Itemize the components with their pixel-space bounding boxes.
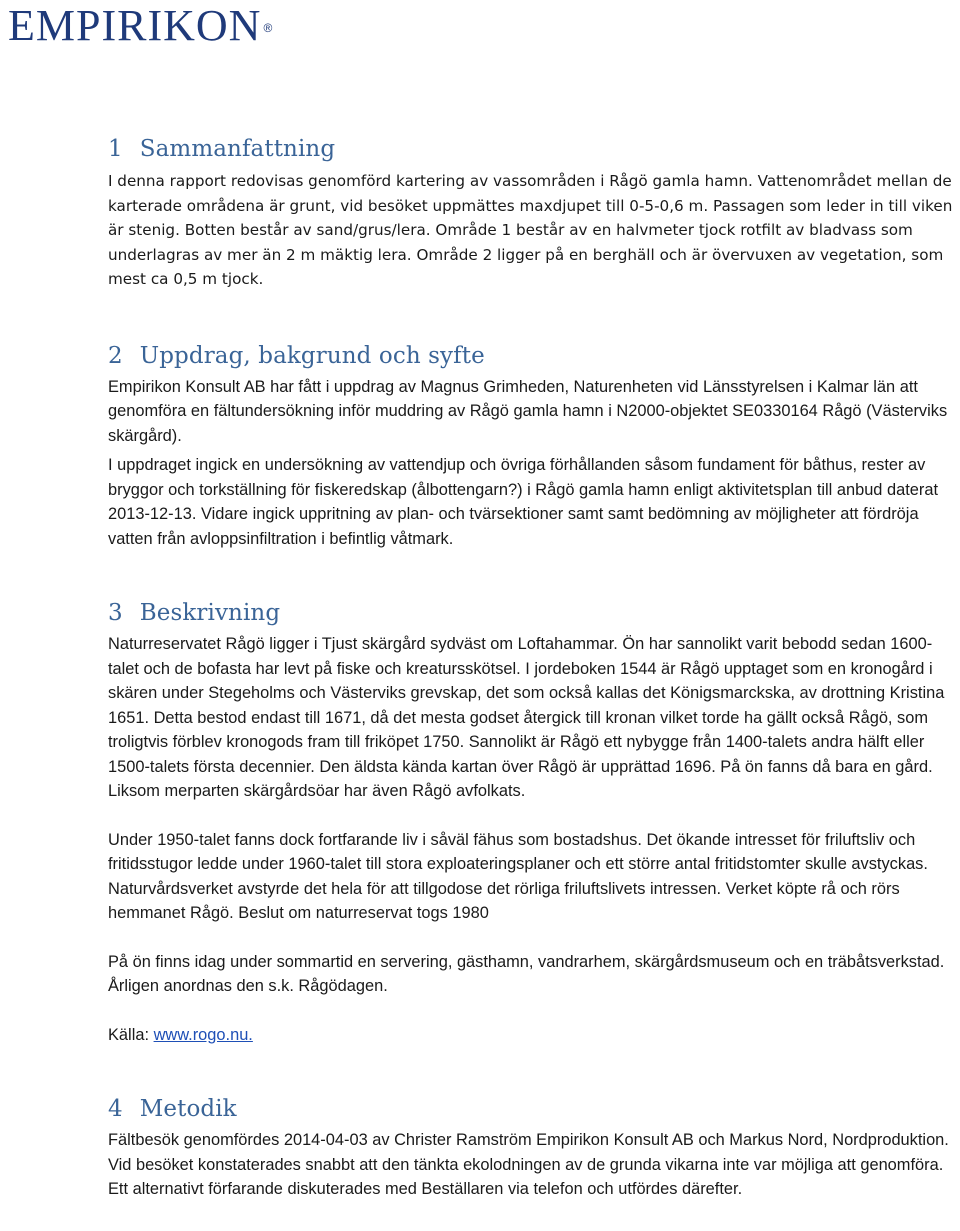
registered-mark: ®: [263, 21, 274, 35]
section-4-number: 4: [108, 1096, 123, 1122]
section-3-number: 3: [108, 600, 123, 626]
logo-text: EMPIRIKON: [8, 1, 262, 50]
source-label: Källa:: [108, 1025, 154, 1044]
section-3-heading: [108, 597, 956, 629]
document-body: [108, 133, 956, 1202]
section-1-paragraph: I denna rapport redovisas genomförd kartering av vassområden i Rågö gamla hamn. Vattenområdet mellan de karterade områdena är grunt, vid besöket uppmättes maxdjupet till 0-5-0,6 m. Passagen som leder in till viken är stenig. Botten består av sand/grus/lera. Område 1 består av en halvmeter tjock rotfilt av bladvass som underlagras av mer än 2 m mäktig lera. Område 2 ligger på en berghäll och är övervuxen av vegetation, som mest ca 0,5 m tjock.: [108, 172, 953, 288]
source-line: [108, 1023, 956, 1048]
section-2-title: Uppdrag, bakgrund och syfte: [139, 342, 485, 369]
section-1-title: Sammanfattning: [139, 136, 336, 162]
section-4-paragraph-1: Fältbesök genomfördes 2014-04-03 av Christer Ramström Empirikon Konsult AB och Markus Nord, Nordproduktion. Vid besöket konstaterades snabbt att den tänkta ekolodningen av de grunda vikarna inte var möjliga att genomföra. Ett alternativt förfarande diskuterades med Beställaren via telefon och utfördes därefter.: [108, 1131, 949, 1198]
section-3-paragraph-3: På ön finns idag under sommartid en servering, gästhamn, vandrarhem, skärgårdsmuseum och en träbåtsverkstad. Årligen anordnas den s.k. Rågödagen.: [108, 952, 945, 995]
section-1-number: 1: [108, 136, 123, 162]
company-logo: [8, 2, 273, 50]
section-1-heading: [108, 133, 956, 165]
section-2-heading: [108, 340, 956, 372]
section-3-paragraph-1: Naturreservatet Rågö ligger i Tjust skärgård sydväst om Loftahammar. Ön har sannolikt varit bebodd sedan 1600-talet och de bofasta har levt på fiske och kreatursskötsel. I jordeboken 1544 är Rågö upptaget som en kronogård i skären under Stegeholms och Västerviks grevskap, det som också kallas det Königsmarckska, av drottning Kristina 1651. Detta bestod endast till 1671, då det mesta godset återgick till kronan vilket torde ha gällt också Rågö, som troligtvis förblev kronogods fram till friköpet 1750. Sannolikt är Rågö ett nybygge från 1400-talets andra hälft eller 1500-talets första decennier. Den äldsta kända kartan över Rågö är upprättad 1696. På ön fanns då bara en gård. Liksom merparten skärgårdsöar har även Rågö avfolkats.: [108, 635, 945, 800]
section-2-paragraph-1: Empirikon Konsult AB har fått i uppdrag av Magnus Grimheden, Naturenheten vid Länsstyrelsen i Kalmar län att genomföra en fältundersökning inför muddring av Rågö gamla hamn i N2000-objektet SE0330164 Rågö (Västerviks skärgård).: [108, 377, 948, 445]
section-4-title: Metodik: [139, 1096, 237, 1122]
section-2-number: 2: [108, 342, 123, 369]
section-4-heading: [108, 1093, 956, 1125]
source-link[interactable]: www.rogo.nu.: [153, 1025, 253, 1044]
section-3-title: Beskrivning: [139, 600, 281, 626]
section-2-paragraph-2: I uppdraget ingick en undersökning av vattendjup och övriga förhållanden såsom fundament för båthus, rester av bryggor och torkställning för fiskeredskap (ålbottengarn?) i Rågö gamla hamn enligt aktivitetsplan till anbud daterat 2013-12-13. Vidare ingick uppritning av plan- och tvärsektioner samt samt bedömning av möjligheter att fördröja vatten från avloppsinfiltration i befintlig våtmark.: [108, 456, 939, 548]
section-3-paragraph-2: Under 1950-talet fanns dock fortfarande liv i såväl fähus som bostadshus. Det ökande intresset för friluftsliv och fritidsstugor ledde under 1960-talet till stora exploateringsplaner och ett större antal fritidstomter skulle avstyckas. Naturvårdsverket avstyrde det hela för att tillgodose det rörliga friluftslivets intressen. Verket köpte rå och rörs hemmanet Rågö. Beslut om naturreservat togs 1980: [108, 830, 928, 922]
